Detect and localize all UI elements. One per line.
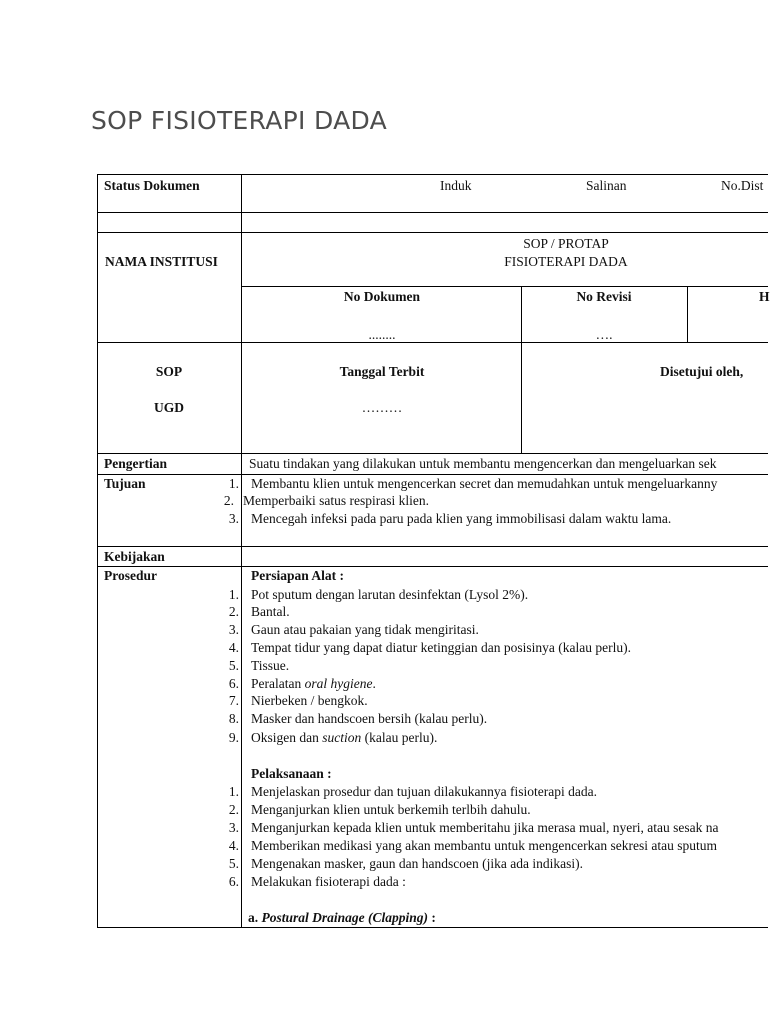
pengertian-label: Pengertian: [104, 456, 167, 471]
list-number: 5.: [228, 658, 239, 673]
table-border-left: [97, 174, 98, 928]
persiapan-heading: Persiapan Alat :: [251, 568, 344, 583]
list-number: 5.: [228, 856, 239, 871]
list-number: 4.: [228, 838, 239, 853]
list-item: [251, 730, 437, 746]
table-rule: [97, 566, 768, 567]
sop-label: SOP: [155, 364, 183, 379]
list-item: Menganjurkan kepada klien untuk memberitahu jika merasa mual, nyeri, atau sesak na: [251, 820, 719, 835]
list-number: 9.: [228, 730, 239, 745]
list-number: 1.: [228, 784, 239, 799]
status-induk: Induk: [440, 178, 472, 193]
list-number: 7.: [228, 693, 239, 708]
no-dokumen-label: No Dokumen: [343, 289, 421, 304]
list-item: Bantal.: [251, 604, 290, 619]
list-number: 2.: [228, 604, 239, 619]
list-item-text: Peralatan: [251, 676, 305, 691]
halaman-label: H: [759, 289, 770, 304]
table-column-divider: [687, 286, 688, 343]
list-item-text: (kalau perlu).: [361, 730, 438, 745]
list-number: 2.: [223, 493, 234, 508]
list-number: 4.: [228, 640, 239, 655]
list-number: 8.: [228, 711, 239, 726]
sub-item-suffix: :: [428, 910, 436, 925]
list-item: Tissue.: [251, 658, 290, 673]
pelaksanaan-heading: Pelaksanaan :: [251, 766, 332, 781]
table-rule: [241, 286, 768, 287]
pengertian-text: Suatu tindakan yang dilakukan untuk membantu mengencerkan dan mengeluarkan sek: [249, 456, 717, 471]
list-number: 3.: [228, 820, 239, 835]
list-item: Memperbaiki satus respirasi klien.: [243, 493, 429, 508]
page-title: SOP FISIOTERAPI DADA: [91, 106, 387, 135]
sub-item-title: Postural Drainage (Clapping): [261, 910, 429, 925]
list-item-text: Oksigen dan: [251, 730, 323, 745]
list-item: Masker dan handscoen bersih (kalau perlu).: [251, 711, 488, 726]
list-item: Melakukan fisioterapi dada :: [251, 874, 406, 889]
table-rule: [97, 474, 768, 475]
prosedur-label: Prosedur: [104, 568, 157, 583]
list-number: 1.: [228, 587, 239, 602]
list-item: Nierbeken / bengkok.: [251, 693, 368, 708]
postural-drainage-heading: [248, 910, 436, 926]
list-number: 2.: [228, 802, 239, 817]
sub-item-prefix: a.: [248, 910, 262, 925]
status-salinan: Salinan: [586, 178, 627, 193]
table-border-top: [97, 174, 768, 175]
sop-protap-heading: SOP / PROTAP: [523, 236, 609, 251]
list-item-emphasis: oral hygiene: [304, 676, 373, 691]
disetujui-label: Disetujui oleh,: [660, 364, 744, 379]
no-revisi-label: No Revisi: [576, 289, 632, 304]
kebijakan-label: Kebijakan: [104, 549, 165, 564]
list-item: Gaun atau pakaian yang tidak mengiritasi.: [251, 622, 479, 637]
tanggal-terbit-label: Tanggal Terbit: [339, 364, 425, 379]
table-rule: [97, 453, 768, 454]
table-border-bottom: [97, 927, 768, 928]
no-dokumen-value: ........: [368, 327, 396, 342]
list-item-emphasis: suction: [322, 730, 362, 745]
table-rule: [97, 212, 768, 213]
list-item: Mencegah infeksi pada paru pada klien yang immobilisasi dalam waktu lama.: [251, 511, 672, 526]
list-item: Memberikan medikasi yang akan membantu untuk mengencerkan sekresi atau sputum: [251, 838, 717, 853]
ugd-label: UGD: [154, 400, 184, 415]
tanggal-terbit-value: ………: [361, 400, 403, 415]
table-rule: [97, 546, 768, 547]
list-item: Menganjurkan klien untuk berkemih terlbih dahulu.: [251, 802, 531, 817]
list-number: 1.: [228, 476, 239, 491]
sop-protap-title: FISIOTERAPI DADA: [504, 254, 628, 269]
list-item: Pot sputum dengan larutan desinfektan (Lysol 2%).: [251, 587, 529, 602]
list-number: 3.: [228, 622, 239, 637]
nama-institusi-label: NAMA INSTITUSI: [105, 254, 218, 269]
status-dokumen-label: Status Dokumen: [104, 178, 200, 193]
no-revisi-value: ….: [595, 327, 613, 342]
table-rule: [97, 232, 768, 233]
list-number: 6.: [228, 874, 239, 889]
list-item-text: .: [372, 676, 376, 691]
table-column-divider: [521, 286, 522, 454]
list-item: [251, 676, 376, 692]
tujuan-label: Tujuan: [104, 476, 146, 491]
table-column-divider: [241, 174, 242, 928]
list-item: Membantu klien untuk mengencerkan secret dan memudahkan untuk mengeluarkanny: [251, 476, 718, 491]
status-no-dist: No.Dist: [721, 178, 764, 193]
list-item: Mengenakan masker, gaun dan handscoen (jika ada indikasi).: [251, 856, 583, 871]
list-item: Tempat tidur yang dapat diatur ketinggian dan posisinya (kalau perlu).: [251, 640, 631, 655]
list-number: 3.: [228, 511, 239, 526]
list-number: 6.: [228, 676, 239, 691]
list-item: Menjelaskan prosedur dan tujuan dilakukannya fisioterapi dada.: [251, 784, 598, 799]
